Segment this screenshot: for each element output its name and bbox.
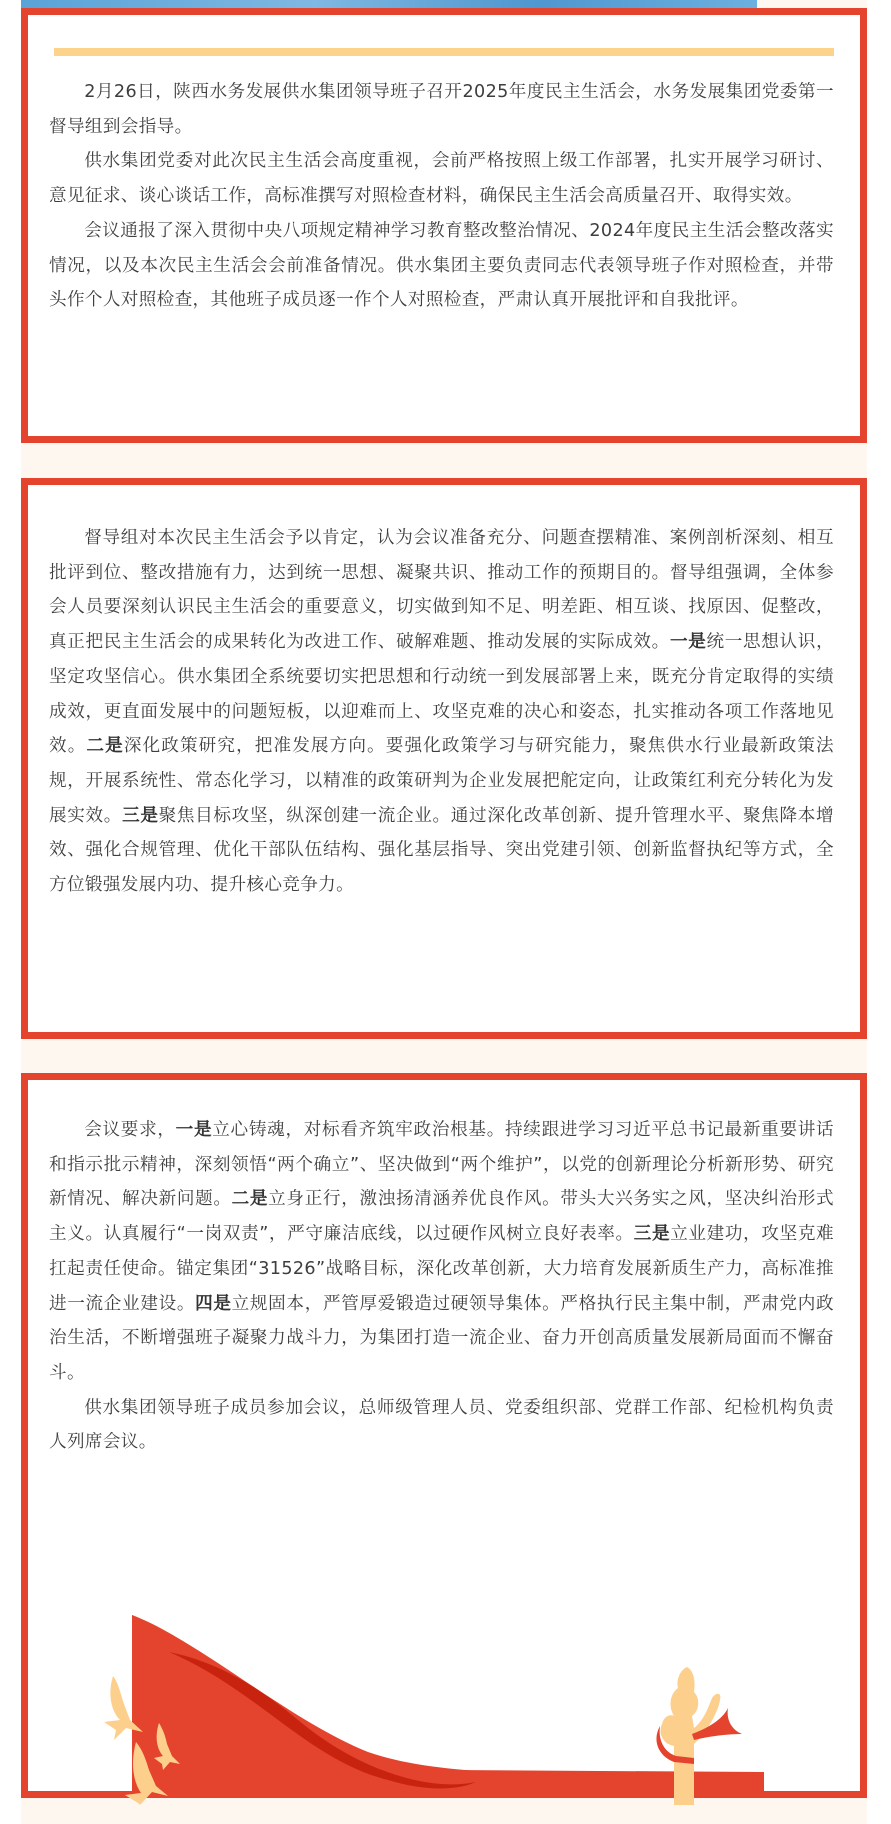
bold-keyword: 二是	[231, 1189, 269, 1210]
article-section-1	[21, 8, 867, 443]
header-image-strip	[21, 0, 757, 8]
paragraph-text: 立心铸魂，对标看齐筑牢政治根基。持续跟进学习习近平总书记最新重要讲话和指示批示精神，深刻领悟“两个确立”、坚决做到“两个维护”，以党的创新理论分析新形势、研究新情况、解决新问题。	[49, 1120, 834, 1210]
paragraph-text: 会议要求，	[84, 1120, 176, 1140]
paragraph: 供水集团党委对此次民主生活会高度重视，会前严格按照上级工作部署，扎实开展学习研讨、意见征求、谈心谈话工作，高标准撰写对照检查材料，确保民主生活会高质量召开、取得实效。	[49, 151, 834, 207]
section-3-body	[49, 1113, 834, 1460]
dove-icon	[154, 1723, 180, 1770]
paragraph-text: 立身正行，激浊扬清涵养优良作风。带头大兴务实之风，坚决纠治形式主义。认真履行“一岗双责”，严守廉洁底线，以过硬作风树立良好表率。	[49, 1189, 834, 1245]
dove-icon	[125, 1742, 168, 1805]
bold-keyword: 二是	[86, 736, 124, 757]
paragraph-text: 督导组对本次民主生活会予以肯定，认为会议准备充分、问题查摆精准、案例剖析深刻、相互批评到位、整改措施有力，达到统一思想、凝聚共识、推动工作的预期目的。督导组强调，全体参会人员要深刻认识民主生活会的重要意义，切实做到知不足、明差距、相互谈、找原因、促整改，真正把民主生活会的成果转化为改进工作、破解难题、推动发展的实际成效。	[49, 528, 834, 653]
paragraph-text: 深化政策研究，把准发展方向。要强化政策学习与研究能力，聚焦供水行业最新政策法规，开展系统性、常态化学习，以精准的政策研判为企业发展把舵定向，让政策红利充分转化为发展实效。	[49, 736, 834, 826]
red-flag-icon	[132, 1615, 764, 1798]
bold-keyword: 一是	[175, 1120, 213, 1140]
paragraph-text: 立规固本，严管厚爱锻造过硬领导集体。严格执行民主集中制，严肃党内政治生活，不断增强班子凝聚力战斗力，为集团打造一流企业、奋力开创高质量发展新局面而不懈奋斗。	[49, 1293, 834, 1383]
paragraph	[49, 521, 834, 903]
accent-divider-bar	[54, 48, 834, 56]
section-2-body	[49, 521, 834, 903]
bold-keyword: 三是	[122, 805, 159, 826]
section-1-body	[49, 75, 834, 318]
paragraph: 2月26日，陕西水务发展供水集团领导班子召开2025年度民主生活会，水务发展集团党委第一督导组到会指导。	[49, 82, 834, 137]
bold-keyword: 四是	[195, 1293, 232, 1314]
article-section-2	[21, 478, 867, 1039]
paragraph-text: 聚焦目标攻坚，纵深创建一流企业。通过深化改革创新、提升管理水平、聚焦降本增效、强化合规管理、优化干部队伍结构、强化基层指导、突出党建引领、创新监督执纪等方式，全方位锻强发展内功、提升核心竞争力。	[49, 805, 834, 896]
paragraph: 会议通报了深入贯彻中央八项规定精神学习教育整改整治情况、2024年度民主生活会整改落实情况，以及本次民主生活会会前准备情况。供水集团主要负责同志代表领导班子作对照检查，并带头作个人对照检查，其他班子成员逐一作个人对照检查，严肃认真开展批评和自我批评。	[49, 220, 834, 311]
paragraph-text: 统一思想认识，坚定攻坚信心。供水集团全系统要切实把思想和行动统一到发展部署上来，既充分肯定取得的实绩成效，更直面发展中的问题短板，以迎难而上、攻坚克难的决心和姿态，扎实推动各项工作落地见效。	[49, 632, 835, 757]
paragraph: 供水集团领导班子成员参加会议，总师级管理人员、党委组织部、党群工作部、纪检机构负责人列席会议。	[49, 1397, 834, 1453]
article-page	[21, 0, 867, 1824]
torch-icon	[656, 1667, 742, 1805]
dove-icon	[104, 1676, 143, 1740]
bold-keyword: 一是	[669, 632, 707, 653]
article-section-3	[21, 1073, 867, 1798]
bold-keyword: 三是	[633, 1224, 671, 1245]
paragraph-text: 立业建功，攻坚克难扛起责任使命。锚定集团“31526”战略目标，深化改革创新，大力培育发展新质生产力，高标准推进一流企业建设。	[49, 1224, 834, 1314]
paragraph	[49, 1113, 834, 1391]
